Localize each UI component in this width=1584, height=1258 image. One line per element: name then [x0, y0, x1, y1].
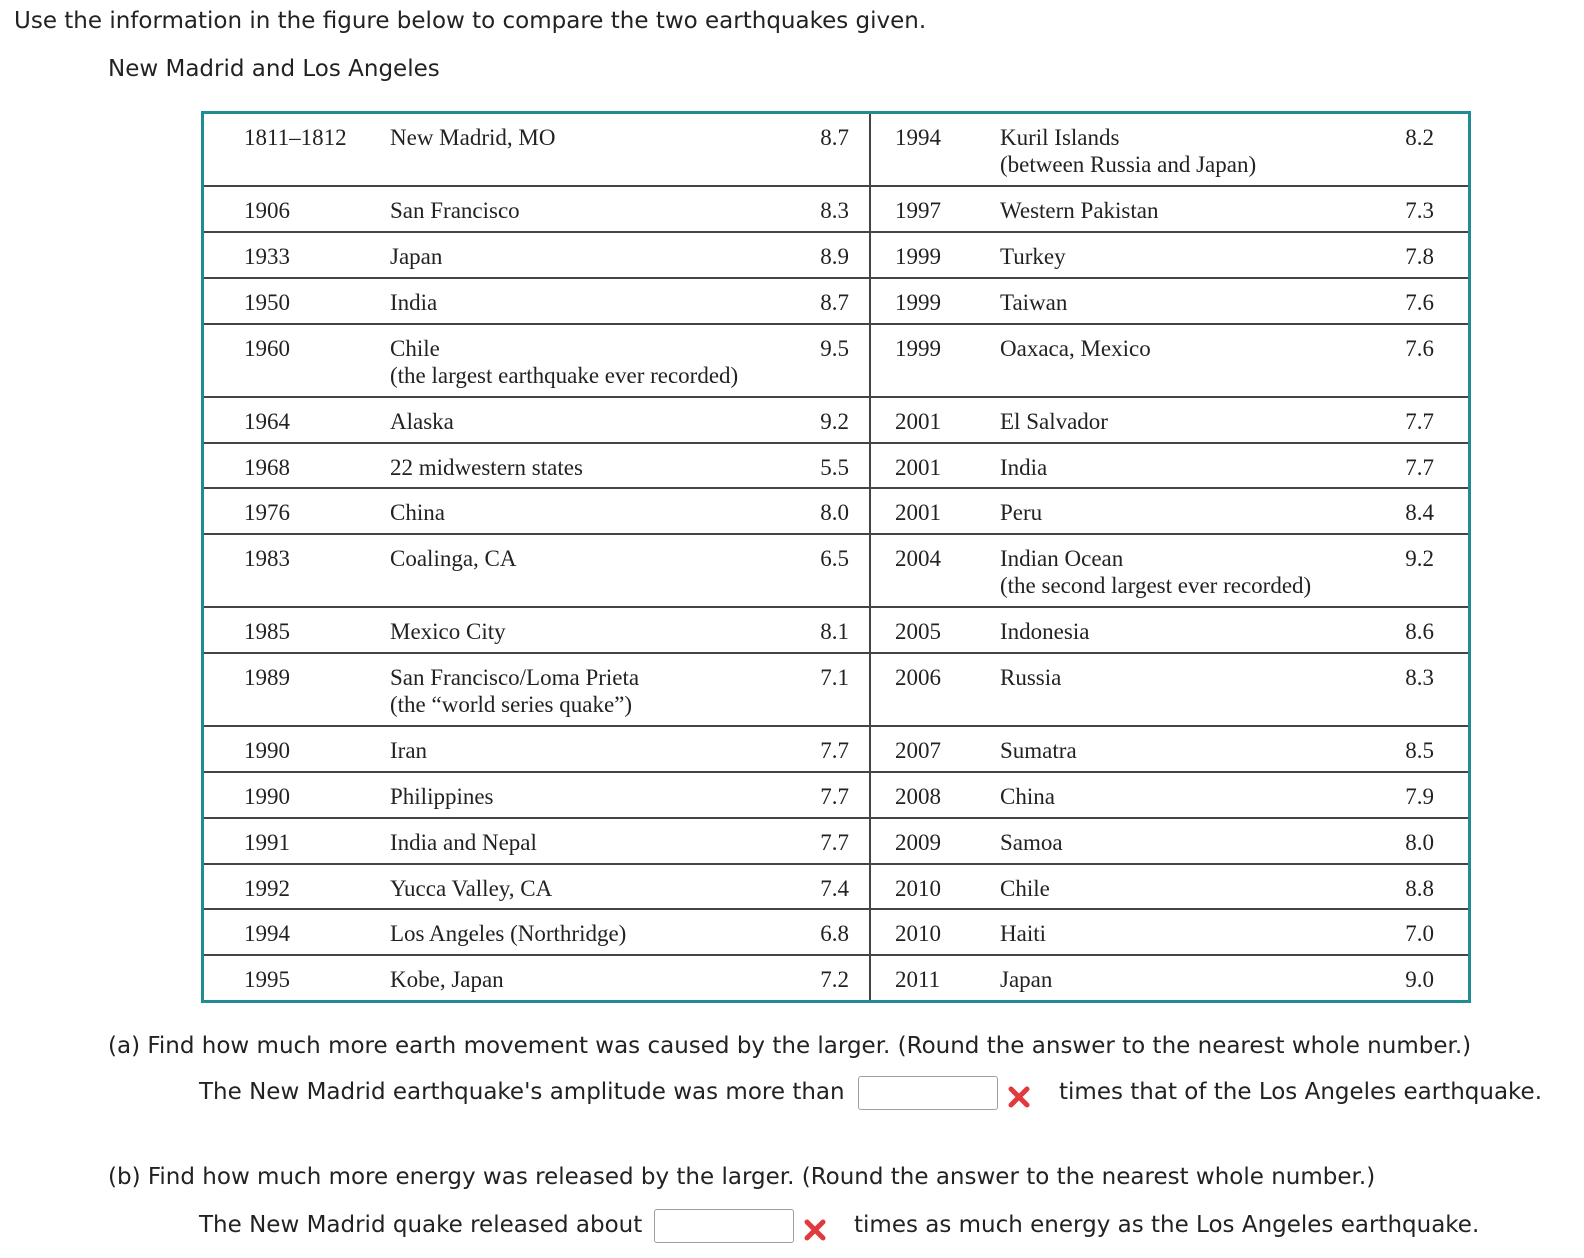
table-row	[204, 864, 1468, 910]
place-line: Taiwan	[1000, 289, 1068, 315]
place-line: China	[390, 500, 445, 526]
year-left-cell: 1968	[244, 454, 290, 480]
year-right-cell: 2011	[895, 967, 941, 993]
table-row	[204, 278, 1468, 324]
place-line: (the “world series quake”)	[390, 692, 633, 718]
place-line: Iran	[390, 738, 428, 764]
place-line: Sumatra	[1000, 738, 1077, 764]
magnitude-right-cell: 7.7	[1405, 454, 1434, 480]
year-left-cell: 1933	[244, 243, 290, 269]
magnitude-left-cell: 8.7	[820, 114, 870, 186]
magnitude-left-cell: 8.7	[820, 278, 870, 324]
place-right-cell	[1000, 488, 1360, 534]
place-line: Yucca Valley, CA	[390, 875, 553, 901]
year-left-cell: 1989	[244, 665, 290, 691]
question-prompt: Use the information in the figure below to compare the two earthquakes given.	[14, 8, 927, 34]
place-left-cell	[390, 186, 820, 232]
part-b-suffix: times as much energy as the Los Angeles earthquake.	[854, 1212, 1480, 1238]
place-left-cell	[390, 114, 820, 186]
year-right-cell: 1999	[895, 289, 941, 315]
magnitude-right-cell: 7.6	[1405, 289, 1434, 315]
table-row	[204, 653, 1468, 726]
year-right-cell: 2006	[895, 665, 941, 691]
part-b-answer-input[interactable]	[654, 1209, 794, 1243]
magnitude-left-cell: 8.9	[820, 232, 870, 278]
year-left-cell: 1995	[244, 967, 290, 993]
table-row	[204, 726, 1468, 772]
year-right-cell: 2001	[895, 454, 941, 480]
place-line: Western Pakistan	[1000, 198, 1159, 224]
year-right-cell: 1999	[895, 335, 941, 361]
table-row	[204, 232, 1468, 278]
magnitude-right-cell: 8.3	[1405, 665, 1434, 691]
place-line: Kuril Islands	[1000, 125, 1120, 150]
magnitude-right-cell: 8.4	[1405, 500, 1434, 526]
magnitude-right-cell: 8.0	[1405, 829, 1434, 855]
magnitude-right-cell: 7.9	[1405, 784, 1434, 810]
magnitude-left-cell: 8.0	[820, 488, 870, 534]
magnitude-right-cell: 8.6	[1405, 619, 1434, 645]
place-line: (the second largest ever recorded)	[1000, 573, 1312, 599]
place-left-cell	[390, 818, 820, 864]
magnitude-left-cell: 7.7	[820, 772, 870, 818]
incorrect-x-icon	[1006, 1084, 1032, 1110]
place-left-cell	[390, 909, 820, 955]
place-line: San Francisco	[390, 198, 520, 224]
place-line: Chile	[1000, 875, 1050, 901]
earthquake-table-frame	[201, 111, 1471, 1003]
magnitude-right-cell: 8.2	[1405, 125, 1434, 150]
part-a-answer-input[interactable]	[858, 1076, 998, 1110]
place-line: Kobe, Japan	[390, 967, 504, 993]
place-left-cell	[390, 607, 820, 653]
magnitude-left-cell: 6.5	[820, 534, 870, 607]
magnitude-right-cell: 7.7	[1405, 408, 1434, 434]
place-line: El Salvador	[1000, 408, 1108, 434]
magnitude-right-cell: 8.5	[1405, 738, 1434, 764]
place-line: India and Nepal	[390, 829, 537, 855]
place-line: Alaska	[390, 408, 454, 434]
magnitude-left-cell: 8.1	[820, 607, 870, 653]
magnitude-left-cell: 6.8	[820, 909, 870, 955]
place-right-cell	[1000, 443, 1360, 489]
place-left-cell	[390, 278, 820, 324]
place-line: (between Russia and Japan)	[1000, 152, 1257, 177]
magnitude-right-cell: 8.8	[1405, 875, 1434, 901]
magnitude-left-cell: 9.5	[820, 324, 870, 397]
year-left-cell: 1985	[244, 619, 290, 645]
magnitude-left-cell: 9.2	[820, 397, 870, 443]
table-row	[204, 114, 1468, 186]
place-right-cell	[1000, 186, 1360, 232]
place-right-cell	[1000, 397, 1360, 443]
year-right-cell: 1994	[895, 125, 941, 150]
year-left-cell: 1960	[244, 335, 290, 361]
year-right-cell: 2004	[895, 546, 941, 572]
place-left-cell	[390, 488, 820, 534]
place-left-cell	[390, 232, 820, 278]
magnitude-right-cell: 9.0	[1405, 967, 1434, 993]
year-right-cell: 2001	[895, 408, 941, 434]
place-line: Turkey	[1000, 243, 1066, 269]
part-a-prefix: The New Madrid earthquake's amplitude was more than	[199, 1079, 845, 1105]
place-line: India	[390, 289, 438, 315]
year-right-cell: 2010	[895, 875, 941, 901]
place-right-cell	[1000, 726, 1360, 772]
place-right-cell	[1000, 653, 1360, 726]
year-left-cell: 1976	[244, 500, 290, 526]
year-left-cell: 1983	[244, 546, 290, 572]
table-row	[204, 397, 1468, 443]
place-line: China	[1000, 784, 1055, 810]
place-line: 22 midwestern states	[390, 454, 583, 480]
year-left-cell: 1992	[244, 875, 290, 901]
table-row	[204, 818, 1468, 864]
year-left-cell: 1811–1812	[244, 125, 347, 150]
year-right-cell: 1997	[895, 198, 941, 224]
year-left-cell: 1990	[244, 738, 290, 764]
place-line: Indian Ocean	[1000, 546, 1124, 572]
part-b-prefix: The New Madrid quake released about	[199, 1212, 643, 1238]
magnitude-right-cell: 9.2	[1405, 546, 1434, 572]
place-line: Chile	[390, 335, 440, 361]
place-right-cell	[1000, 955, 1360, 1000]
year-right-cell: 1999	[895, 243, 941, 269]
place-right-cell	[1000, 864, 1360, 910]
place-line: Japan	[1000, 967, 1053, 993]
magnitude-left-cell: 5.5	[820, 443, 870, 489]
place-right-cell	[1000, 534, 1360, 607]
part-a-question: (a) Find how much more earth movement was caused by the larger. (Round the answer to the nearest whole number.)	[108, 1033, 1472, 1059]
place-line: New Madrid, MO	[390, 125, 556, 150]
place-line: Peru	[1000, 500, 1043, 526]
place-line: Indonesia	[1000, 619, 1090, 645]
place-left-cell	[390, 324, 820, 397]
magnitude-left-cell: 7.4	[820, 864, 870, 910]
year-right-cell: 2005	[895, 619, 941, 645]
year-left-cell: 1964	[244, 408, 290, 434]
magnitude-right-cell: 7.0	[1405, 921, 1434, 947]
place-left-cell	[390, 443, 820, 489]
year-right-cell: 2009	[895, 829, 941, 855]
place-line: Los Angeles (Northridge)	[390, 921, 627, 947]
place-line: India	[1000, 454, 1048, 480]
earthquake-pair-label: New Madrid and Los Angeles	[108, 56, 440, 82]
place-line: Haiti	[1000, 921, 1046, 947]
year-left-cell: 1906	[244, 198, 290, 224]
place-right-cell	[1000, 818, 1360, 864]
place-right-cell	[1000, 607, 1360, 653]
place-right-cell	[1000, 909, 1360, 955]
place-line: Japan	[390, 243, 443, 269]
table-row	[204, 607, 1468, 653]
year-left-cell: 1950	[244, 289, 290, 315]
place-line: Oaxaca, Mexico	[1000, 335, 1151, 361]
place-line: Coalinga, CA	[390, 546, 517, 572]
year-left-cell: 1994	[244, 921, 290, 947]
part-b-question: (b) Find how much more energy was released by the larger. (Round the answer to the nearest whole number.)	[108, 1164, 1376, 1190]
table-row	[204, 186, 1468, 232]
table-row	[204, 534, 1468, 607]
place-right-cell	[1000, 772, 1360, 818]
incorrect-x-icon	[802, 1217, 828, 1243]
magnitude-left-cell: 7.1	[820, 653, 870, 726]
table-row	[204, 955, 1468, 1000]
place-left-cell	[390, 397, 820, 443]
table-row	[204, 324, 1468, 397]
year-left-cell: 1990	[244, 784, 290, 810]
magnitude-right-cell: 7.8	[1405, 243, 1434, 269]
earthquake-table-body	[204, 114, 1468, 1000]
place-left-cell	[390, 726, 820, 772]
year-right-cell: 2007	[895, 738, 941, 764]
place-right-cell	[1000, 232, 1360, 278]
magnitude-left-cell: 7.7	[820, 818, 870, 864]
place-left-cell	[390, 534, 820, 607]
magnitude-right-cell: 7.3	[1405, 198, 1434, 224]
magnitude-left-cell: 7.7	[820, 726, 870, 772]
table-row	[204, 488, 1468, 534]
year-right-cell: 2010	[895, 921, 941, 947]
earthquake-table	[204, 114, 1468, 1000]
part-a-suffix: times that of the Los Angeles earthquake.	[1059, 1079, 1543, 1105]
place-right-cell	[1000, 324, 1360, 397]
table-row	[204, 772, 1468, 818]
table-row	[204, 909, 1468, 955]
place-line: Russia	[1000, 665, 1062, 691]
place-right-cell	[1000, 278, 1360, 324]
place-left-cell	[390, 955, 820, 1000]
place-right-cell	[1000, 114, 1360, 186]
year-right-cell: 2008	[895, 784, 941, 810]
magnitude-right-cell: 7.6	[1405, 335, 1434, 361]
place-line: Philippines	[390, 784, 494, 810]
place-line: (the largest earthquake ever recorded)	[390, 362, 739, 388]
place-line: Samoa	[1000, 829, 1063, 855]
place-left-cell	[390, 864, 820, 910]
place-line: Mexico City	[390, 619, 506, 645]
place-left-cell	[390, 772, 820, 818]
place-left-cell	[390, 653, 820, 726]
magnitude-left-cell: 8.3	[820, 186, 870, 232]
year-right-cell: 2001	[895, 500, 941, 526]
year-left-cell: 1991	[244, 829, 290, 855]
place-line: San Francisco/Loma Prieta	[390, 665, 640, 691]
magnitude-left-cell: 7.2	[820, 955, 870, 1000]
table-row	[204, 443, 1468, 489]
